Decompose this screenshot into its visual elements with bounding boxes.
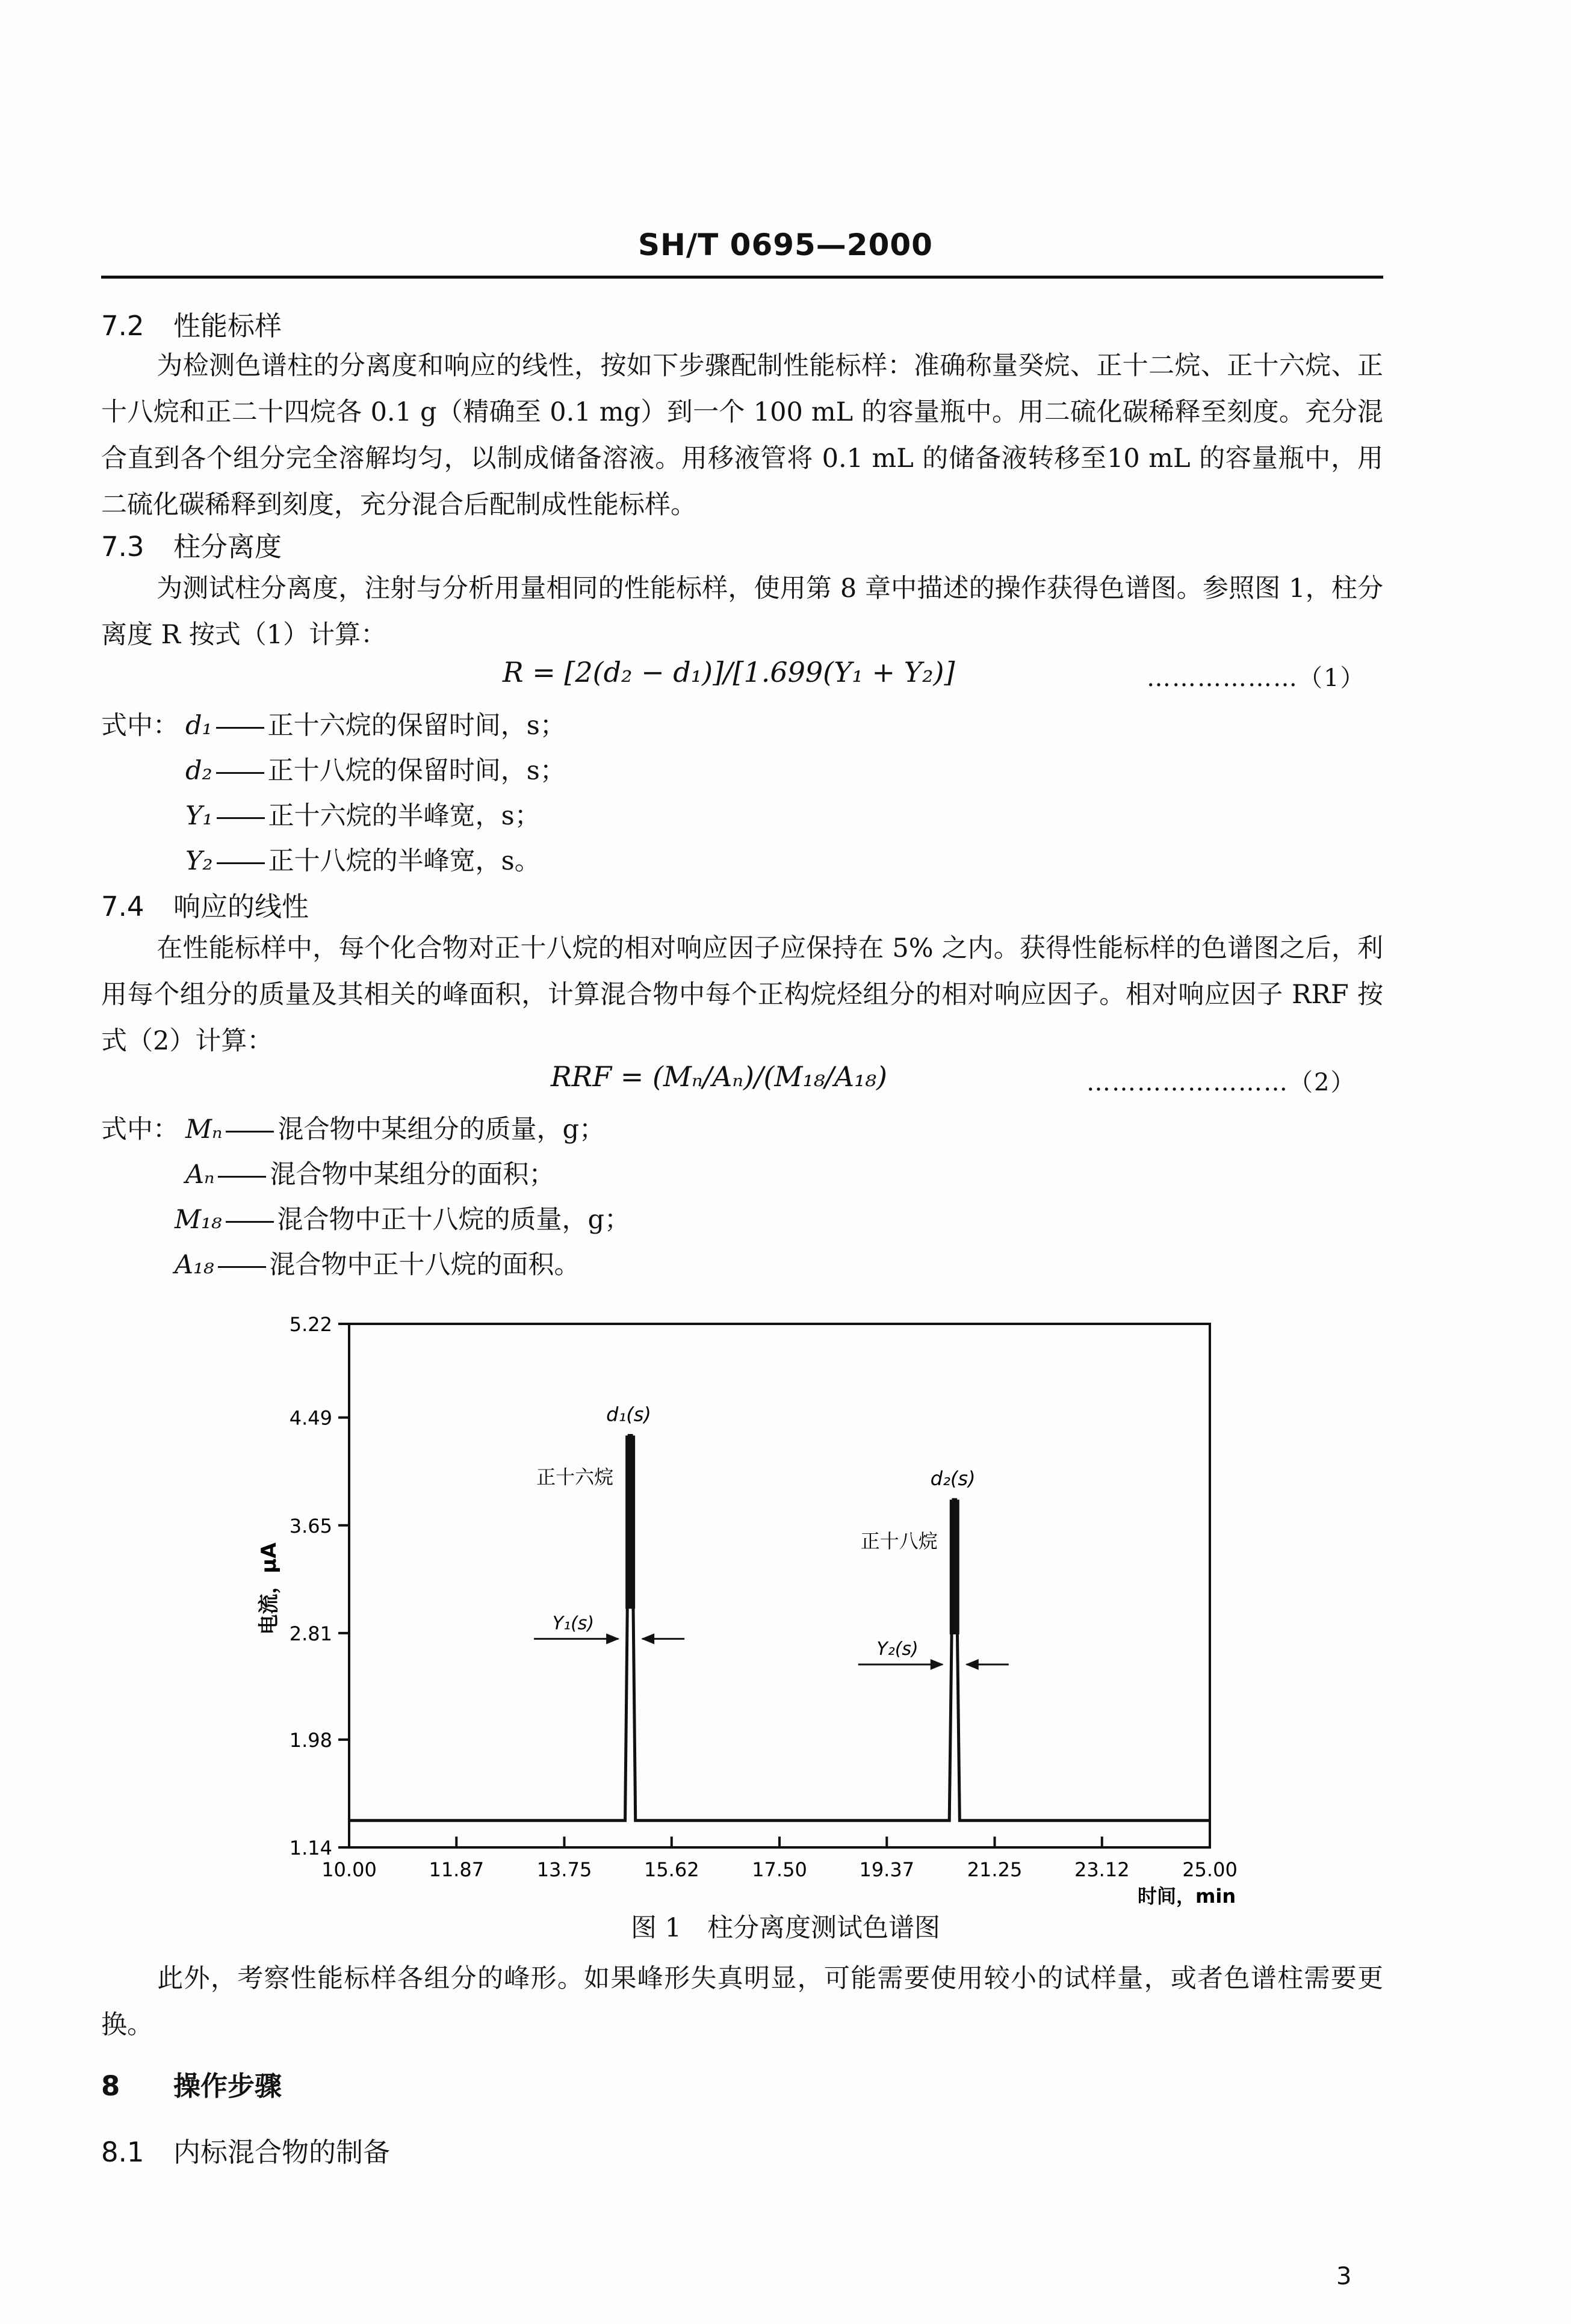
section-8-heading	[101, 2064, 282, 2103]
x-axis-label: 时间，min	[1138, 1885, 1236, 1908]
section-number: 7.2	[101, 310, 144, 342]
definition-text: 正十六烷的保留时间，s；	[267, 711, 566, 741]
section-7-4-body	[101, 926, 1383, 1065]
x-tick-label: 23.12	[1074, 1858, 1130, 1881]
y-tick-label: 4.49	[289, 1406, 332, 1430]
definition-text: 正十八烷的保留时间，s；	[267, 756, 566, 786]
where-label: 式中：	[101, 1114, 179, 1145]
x-tick-label: 21.25	[967, 1858, 1023, 1881]
x-tick-label: 25.00	[1182, 1858, 1238, 1881]
definition-item	[185, 796, 541, 832]
section-title: 响应的线性	[173, 891, 309, 922]
x-tick-label: 11.87	[429, 1858, 485, 1881]
section-title: 操作步骤	[173, 2070, 282, 2102]
definition-item	[185, 841, 541, 877]
definition-symbol: Mₙ	[185, 1114, 223, 1145]
definition-text: 混合物中正十八烷的质量，g；	[277, 1205, 631, 1235]
definition-text: 正十八烷的半峰宽，s。	[268, 846, 541, 876]
y-tick-label: 1.98	[289, 1728, 332, 1752]
definition-symbol: d₂	[185, 756, 212, 786]
equation-number: （2）	[1289, 1069, 1356, 1096]
leader-dots: ………………	[1147, 664, 1298, 692]
definition-symbol: Aₙ	[185, 1160, 215, 1190]
section-7-3-body	[101, 566, 1383, 658]
definition-item	[175, 1199, 630, 1236]
peak-width-label: Y₂(s)	[876, 1639, 919, 1660]
peak-body	[950, 1500, 959, 1634]
y-axis-label: 电流，μA	[257, 1542, 281, 1635]
definition-item	[185, 750, 566, 787]
chromatogram-trace	[349, 1436, 1210, 1821]
y-tick-label: 1.14	[289, 1837, 332, 1859]
section-7-2-body	[101, 343, 1383, 528]
paragraph-text: 为检测色谱柱的分离度和响应的线性，按如下步骤配制性能标样：准确称量癸烷、正十二烷、正十六烷、正十八烷和正二十四烷各 0.1 g（精确至 0.1 mg）到一个 100 mL 的容量瓶中。用二硫化碳稀释至刻度。充分混合直到各个组分完全溶解均匀，以制成储备溶液。用移液管将 0.1 mL 的储备液转移至10 mL 的容量瓶中，用二硫化碳稀释到刻度，充分混合后配制成性能标样。	[101, 351, 1383, 520]
x-tick-label: 13.75	[536, 1858, 592, 1881]
leader-dots: ……………………	[1086, 1069, 1289, 1096]
x-tick-label: 19.37	[859, 1858, 915, 1881]
definition-symbol: d₁	[185, 711, 212, 741]
peak-name-label: 正十六烷	[536, 1465, 614, 1489]
formula-2: RRF = (Mₙ/Aₙ)/(M₁₈/A₁₈)	[551, 1060, 887, 1093]
section-title: 性能标样	[173, 310, 282, 342]
paragraph-text: 在性能标样中，每个化合物对正十八烷的相对响应因子应保持在 5% 之内。获得性能标样的色谱图之后，利用每个组分的质量及其相关的峰面积，计算混合物中每个正构烷烃组分的相对响应因子。相对响应因子 RRF 按式（2）计算：	[101, 933, 1383, 1056]
definition-item	[185, 705, 566, 742]
section-7-3-heading	[101, 525, 282, 564]
section-title: 内标混合物的制备	[173, 2136, 391, 2168]
section-7-2-heading	[101, 304, 282, 343]
section-title: 柱分离度	[173, 531, 282, 563]
x-tick-label: 10.00	[321, 1858, 377, 1881]
definition-text: 混合物中正十八烷的面积。	[269, 1250, 580, 1280]
section-number: 8.1	[101, 2136, 144, 2168]
definition-text: 混合物中某组分的质量，g；	[277, 1114, 605, 1145]
definition-symbol: Y₁	[185, 801, 213, 831]
after-figure-paragraph	[101, 1956, 1383, 2048]
x-tick-label: 17.50	[752, 1858, 807, 1881]
page-number: 3	[1336, 2263, 1352, 2290]
definition-item	[185, 1109, 605, 1146]
section-8-1-heading	[101, 2130, 390, 2169]
x-tick-label: 15.62	[643, 1858, 699, 1881]
definition-text: 正十六烷的半峰宽，s；	[268, 801, 541, 831]
width-arrowhead-left	[606, 1633, 619, 1644]
formula-1: R = [2(d₂ − d₁)]/[1.699(Y₁ + Y₂)]	[503, 656, 955, 688]
definition-symbol: A₁₈	[175, 1250, 214, 1280]
definition-item	[175, 1244, 580, 1281]
section-number: 8	[101, 2070, 120, 2102]
section-number: 7.4	[101, 891, 144, 922]
peak-time-label: d₂(s)	[930, 1467, 976, 1491]
section-7-4-heading	[101, 885, 309, 924]
figure-caption: 图 1 柱分离度测试色谱图	[630, 1913, 941, 1943]
plot-frame	[349, 1324, 1210, 1847]
peak-name-label: 正十八烷	[860, 1530, 938, 1553]
header-rule	[101, 276, 1383, 279]
definition-symbol: Y₂	[185, 846, 213, 876]
y-tick-label: 5.22	[289, 1313, 332, 1336]
where-label: 式中：	[101, 711, 179, 741]
peak-width-label: Y₁(s)	[552, 1613, 595, 1634]
paragraph-text: 此外，考察性能标样各组分的峰形。如果峰形失真明显，可能需要使用较小的试样量，或者色谱柱需要更换。	[101, 1964, 1383, 2040]
chromatogram-chart	[241, 1294, 1264, 1908]
peak-time-label: d₁(s)	[606, 1403, 651, 1426]
width-arrowhead-right	[641, 1633, 654, 1644]
equation-leader-2	[1086, 1063, 1356, 1098]
width-arrowhead-right	[965, 1659, 979, 1670]
definition-item	[185, 1154, 554, 1191]
width-arrowhead-left	[931, 1659, 944, 1670]
definition-symbol: M₁₈	[175, 1205, 222, 1235]
equation-leader-1	[1147, 659, 1365, 693]
paragraph-text: 为测试柱分离度，注射与分析用量相同的性能标样，使用第 8 章中描述的操作获得色谱图。参照图 1，柱分离度 R 按式（1）计算：	[101, 573, 1383, 650]
peak-body	[625, 1436, 635, 1609]
y-tick-label: 2.81	[289, 1622, 332, 1645]
definition-text: 混合物中某组分的面积；	[270, 1160, 555, 1190]
section-number: 7.3	[101, 531, 144, 563]
page-header: SH/T 0695—2000	[638, 227, 933, 262]
equation-number: （1）	[1298, 664, 1366, 692]
y-tick-label: 3.65	[289, 1514, 332, 1537]
